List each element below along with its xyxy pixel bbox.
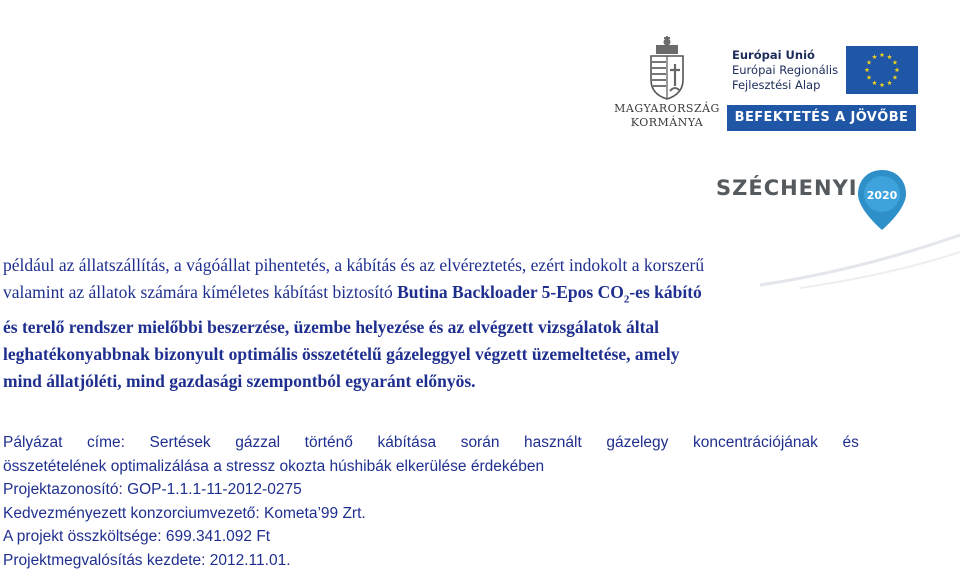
eu-logo-text	[732, 48, 838, 93]
project-title-word: gázelegy	[606, 434, 669, 451]
project-title-word: és	[842, 434, 859, 451]
project-title-word: koncentrációjának	[692, 434, 818, 451]
paragraph-line-2	[3, 279, 858, 314]
project-title-word: kábítása	[377, 434, 437, 451]
hungarian-coat-of-arms-icon	[645, 36, 689, 100]
paragraph-line-2-bold-end: -es kábító	[629, 282, 702, 302]
paragraph-line-4: leghatékonyabbnak bizonyult optimális összetételű gázeleggyel végzett üzemeltetése, amely	[3, 343, 680, 364]
government-logo-line1: MAGYARORSZÁG	[614, 102, 720, 115]
eu-flag-icon	[846, 46, 918, 94]
paragraph-line-2-subscript: 2	[623, 293, 630, 306]
project-leader: Kedvezményezett konzorciumvezető: Kometa’99 Zrt.	[3, 504, 366, 522]
project-info	[3, 431, 859, 571]
project-id: Projektazonosító: GOP-1.1.1-11-2012-0275	[3, 481, 302, 499]
paragraph-line-5: mind állatjóléti, mind gazdasági szempontból egyaránt előnyös.	[3, 370, 476, 391]
project-start-date: Projektmegvalósítás kezdete: 2012.11.01.	[3, 551, 291, 569]
project-title-line-1	[3, 431, 859, 455]
szechenyi-map-pin-icon	[856, 168, 908, 232]
paragraph-line-2-regular: valamint az állatok számára kíméletes kábítást biztosító	[3, 282, 398, 302]
eu-logo-line2: Európai Regionális	[732, 63, 839, 77]
project-title-line-2: összetételének optimalizálása a stressz okozta húshibák elkerülése érdekében	[3, 457, 545, 475]
government-logo	[612, 36, 722, 130]
project-title-word: történő	[304, 434, 353, 451]
project-cost: A projekt összköltsége: 699.341.092 Ft	[3, 528, 271, 546]
project-title-word: használt	[524, 434, 582, 451]
paragraph-line-2-bold: Butina Backloader 5-Epos CO	[397, 282, 624, 302]
project-title-word: címe:	[87, 434, 125, 451]
paragraph-line-1: például az állatszállítás, a vágóállat pihentetés, a kábítás és az elvéreztetés, ezért indokolt a korszerű	[3, 255, 705, 275]
szechenyi-logo-text: SZÉCHENYI	[716, 176, 858, 200]
project-title-word: során	[460, 434, 500, 451]
body-paragraph	[3, 252, 858, 395]
government-logo-line2: KORMÁNYA	[630, 116, 704, 129]
eu-slogan-banner: BEFEKTETÉS A JÖVŐBE	[727, 105, 916, 131]
project-title-word: Sertések	[149, 434, 211, 451]
paragraph-line-3: és terelő rendszer mielőbbi beszerzése, üzembe helyezése és az elvégzett vizsgálatok által	[3, 316, 660, 337]
project-title-word: Pályázat	[3, 434, 63, 451]
eu-logo-line1: Európai Unió	[732, 48, 815, 62]
eu-logo-line3: Fejlesztési Alap	[732, 78, 821, 92]
project-title-word: gázzal	[235, 434, 281, 451]
szechenyi-year: 2020	[866, 189, 898, 202]
